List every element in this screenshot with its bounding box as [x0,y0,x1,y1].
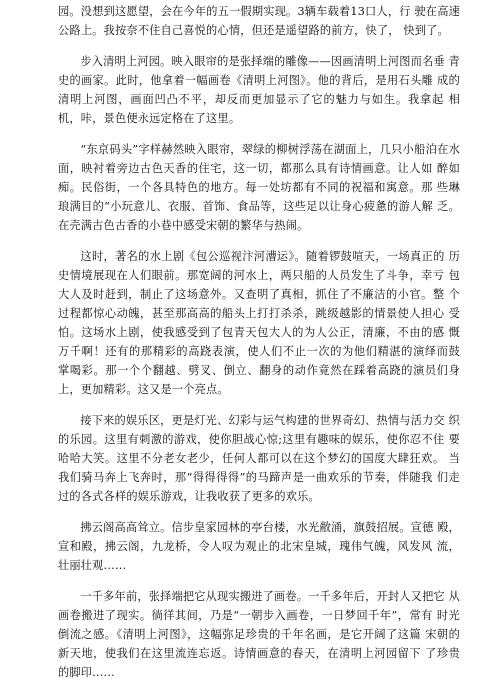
paragraph-amusement-area: 接下来的娱乐区，更是灯光、幻彩与运气构建的世界奇幻、热情与活力交 织的乐园。这里有刺激的游戏，使你胆战心惊;这里有趣味的娱乐，使你忍不住 要哈哈大笑。这里不分老女老少，任何人都可以在这个梦幻的国度大肆狂欢。 当我们骑马奔上飞奔时，那“得得得得”的马蹄声是一曲欢乐的节奏，伴随我 们走过的各式各样的娱乐游戏，让我收获了更多的欢乐。 [58,414,460,503]
paragraph-conclusion: 一千多年前，张择端把它从现实搬进了画卷。一千多年后，开封人又把它 从画卷搬进了现实。徜徉其间，乃是“一朝步入画卷，一日梦回千年”，常有 时光倒流之感。《清明上河图》，这幅弥足珍贵的千年名画，是它开阔了这篇 宋朝的新天地，使我们在这里流连忘返。诗情画意的春天，在清明上河园留下 了珍贵的脚印…… [58,590,460,679]
paragraph-intro: 园。没想到这愿望，会在今年的五一假期实现。3辆车载着13口人，行 驶在高速公路上。我按奈不住自己喜悦的心情，但还是遥望路的前方，快了， 快到了。 [58,5,460,37]
paragraph-water-show: 这时，著名的水上剧《包公巡视汴河漕运》。随着锣鼓喧天，一场真正的 历史情境展现在人们眼前。那宽阔的河水上，两只船的人员发生了斗争，幸亏 包大人及时赶到，制止了这场意外。又查明了真相，抓住了不廉洁的小官。整 个过程都惊心动魄，甚至那高高的船头上打打杀杀，跳级越影的情景使人担心 受怕。这场水上剧，使我感受到了包青天包大人的为人公正，清廉，不由的感 慨万千啊！还有的那精彩的高跷表演，使人们不止一次的为他们精湛的演绎而鼓 掌喝彩。那一个个翻越、劈叉、倒立、翻身的动作竟然在踩着高跷的演员们身 上，更加精彩。这又是一个亮点。 [58,250,460,396]
paragraph-zhang-zeduan-statue: 步入清明上河园。映入眼帘的是张择端的雕像——因画清明上河图而名垂 青史的画家。此时，他拿着一幅画卷《清明上河图》。他的背后，是用石头雕 成的清明上河图，画面凹凸不平，却反而更加显示了它的魅力与如生。我拿起 相机，咔，景色便永远定格在了这里。 [58,55,460,125]
paragraph-fuyun-pavilion: 拂云阁高高耸立。信步皇家园林的亭台楼，水光敝涌，旗鼓招展。宣德 殿，宣和殿，拂云阁，九龙桥，令人叹为观止的北宋皇城，瑰伟气魄，风发风 流，壮丽壮观…… [58,521,460,572]
paragraph-dongjing-wharf: “东京码头”字样赫然映入眼帘，翠绿的柳树浮荡在湖面上，几只小船泊在水面，映衬着旁边古色天香的住宅，这一切，都那么具有诗情画意。让人如 醉如痴。民俗街，一个各具特色的地方。每一处坊都有不同的祝福和寓意。那 些琳琅满目的“小玩意儿、衣服、首饰、食品等，这些足以让身心疲惫的游人解 乏。在壳满古色古香的小巷中感受宋朝的繁华与热闹。 [58,143,460,232]
